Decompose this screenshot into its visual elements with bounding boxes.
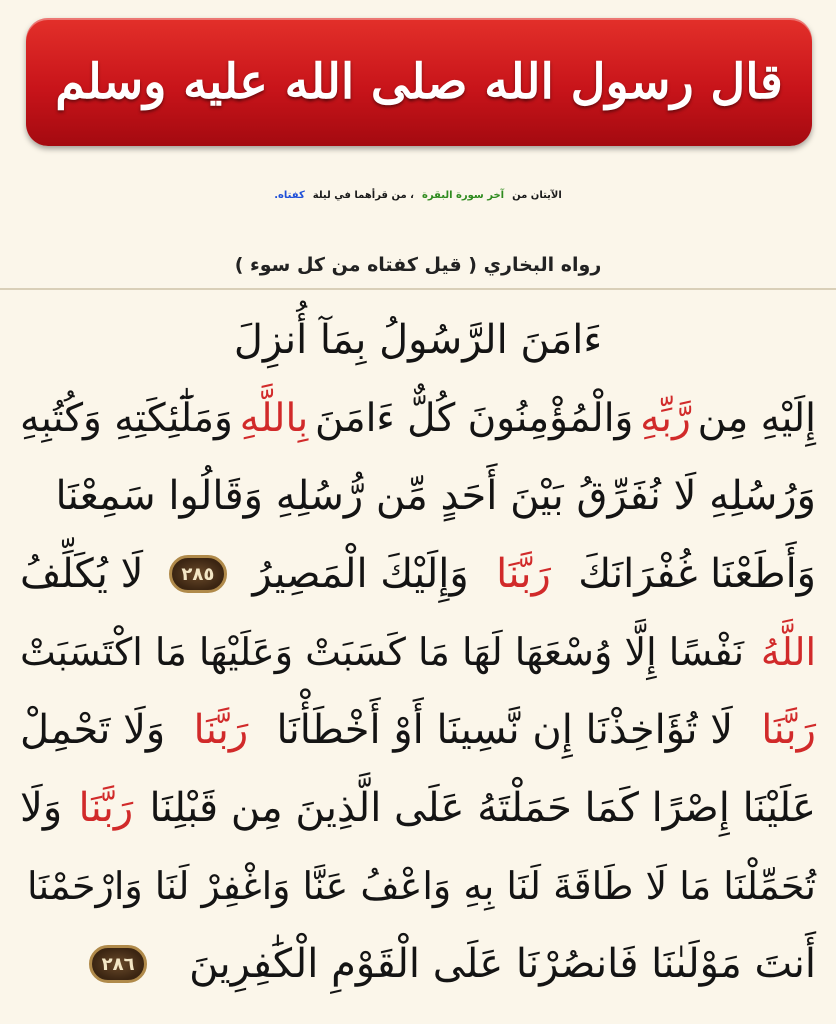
verse-text: وَمَلَٰٓئِكَتِهِ وَكُتُبِهِ	[20, 395, 233, 441]
verse-highlight: رَّبِّهِ	[640, 395, 691, 441]
verse-highlight: رَبَّنَا	[78, 785, 134, 831]
hadith-kafatah: كفتاه.	[274, 189, 305, 201]
verse-text: لَا يُكَلِّفُ	[20, 551, 144, 597]
divider	[0, 288, 836, 290]
verse-highlight: رَبَّنَا	[496, 551, 551, 597]
verse-text: وَرُسُلِهِ لَا نُفَرِّقُ بَيْنَ أَحَدٍ مِّن رُّسُلِهِ وَقَالُوا سَمِعْنَا	[55, 473, 816, 519]
verse-text: وَلَا تَحْمِلْ	[20, 707, 166, 753]
verse-text: عَلَيْنَا إِصْرًا كَمَا حَمَلْتَهُ عَلَى الَّذِينَ مِن قَبْلِنَا	[149, 785, 816, 831]
verse-text: إِلَيْهِ مِن	[697, 395, 816, 441]
verse-text: ءَامَنَ الرَّسُولُ بِمَآ أُنزِلَ	[233, 317, 603, 363]
verse-text: وَالْمُؤْمِنُونَ كُلٌّ ءَامَنَ	[315, 395, 634, 441]
verse-highlight: رَبَّنَا	[193, 707, 249, 753]
verse-text: لَا تُؤَاخِذْنَا إِن نَّسِينَا أَوْ أَخْطَأْنَا	[276, 707, 734, 753]
verse-text: وَلَا	[20, 785, 63, 831]
hadith-part2: ، من قرأهما في ليلة	[312, 189, 414, 201]
title-banner	[26, 18, 812, 146]
hadith-part1: الآيتان من	[512, 189, 562, 201]
banner-title: قال رسول الله صلى الله عليه وسلم	[55, 54, 783, 110]
verse-highlight: اللَّهُ	[760, 630, 816, 674]
verse-text: أَنتَ مَوْلَىٰنَا فَانصُرْنَا عَلَى الْقَوْمِ الْكَٰفِرِينَ	[189, 941, 816, 987]
verse-text: وَأَطَعْنَا غُفْرَانَكَ	[578, 551, 816, 597]
verse-line-8	[18, 846, 818, 926]
verse-highlight: بِاللَّهِ	[239, 395, 309, 441]
verse-line-7	[18, 768, 818, 848]
verse-line-6	[18, 690, 818, 770]
verse-line-9	[18, 924, 818, 1004]
ayah-number-marker: ٢٨٦	[89, 945, 147, 983]
verse-line-5	[18, 612, 818, 692]
verses-block	[18, 300, 818, 1018]
ayah-number-marker: ٢٨٥	[169, 555, 227, 593]
verse-text: تُحَمِّلْنَا مَا لَا طَاقَةَ لَنَا بِهِ وَاعْفُ عَنَّا وَاغْفِرْ لَنَا وَارْحَمْنَا	[26, 864, 816, 908]
verse-line-2	[18, 378, 818, 458]
verse-text: نَفْسًا إِلَّا وُسْعَهَا لَهَا مَا كَسَبَتْ وَعَلَيْهَا مَا اكْتَسَبَتْ	[20, 630, 745, 674]
verse-highlight: رَبَّنَا	[761, 707, 816, 753]
verse-line-3	[18, 456, 818, 536]
verse-line-4	[18, 534, 818, 614]
verse-line-1	[18, 300, 818, 380]
hadith-text	[0, 160, 836, 230]
verse-text: وَإِلَيْكَ الْمَصِيرُ	[252, 551, 469, 597]
hadith-surah: آخر سورة البقرة	[421, 189, 505, 201]
hadith-source: رواه البخاري ( قيل كفتاه من كل سوء )	[234, 254, 602, 276]
